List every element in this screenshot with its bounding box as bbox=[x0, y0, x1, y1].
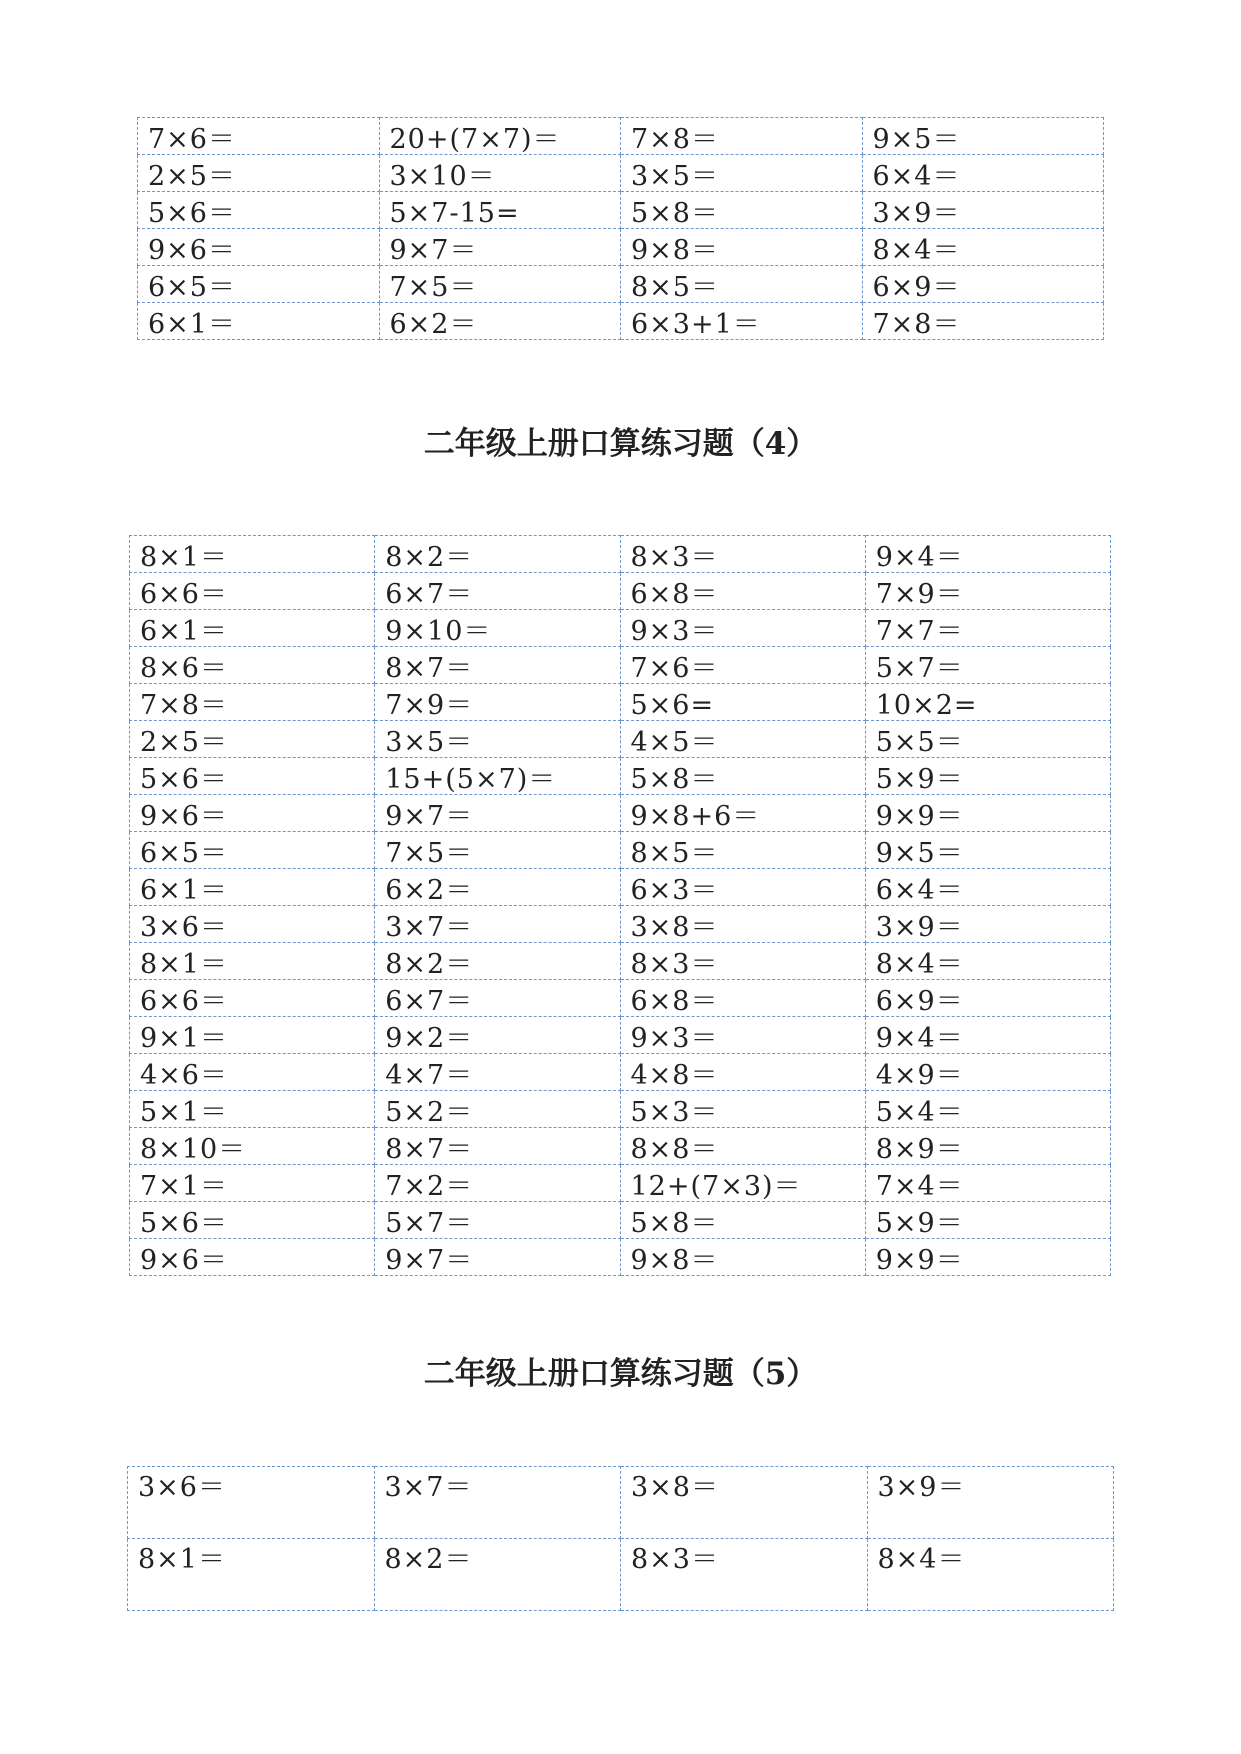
problem-cell: 8×5＝ bbox=[621, 266, 863, 303]
problem-cell: 8×7＝ bbox=[375, 647, 620, 684]
problem-cell: 6×8＝ bbox=[620, 980, 865, 1017]
problem-cell: 3×9＝ bbox=[867, 1467, 1114, 1539]
problem-cell: 2×5＝ bbox=[130, 721, 375, 758]
problem-cell: 9×7＝ bbox=[375, 1239, 620, 1276]
section-title-5: 二年级上册口算练习题（5） bbox=[423, 1356, 818, 1392]
table-row bbox=[130, 647, 1111, 684]
problem-cell: 8×3＝ bbox=[620, 943, 865, 980]
problem-cell: 9×1＝ bbox=[130, 1017, 375, 1054]
table-row bbox=[128, 1539, 1114, 1611]
problem-cell: 9×4＝ bbox=[865, 1017, 1110, 1054]
problem-cell: 9×2＝ bbox=[375, 1017, 620, 1054]
problem-cell: 9×9＝ bbox=[865, 1239, 1110, 1276]
problem-cell: 9×6＝ bbox=[138, 229, 380, 266]
table-row bbox=[130, 721, 1111, 758]
problem-cell: 8×7＝ bbox=[375, 1128, 620, 1165]
table-row bbox=[128, 1467, 1114, 1539]
table-row bbox=[130, 1165, 1111, 1202]
problem-cell: 6×7＝ bbox=[375, 573, 620, 610]
problem-cell: 8×6＝ bbox=[130, 647, 375, 684]
table-row bbox=[138, 266, 1104, 303]
problem-cell: 4×7＝ bbox=[375, 1054, 620, 1091]
problem-cell: 7×2＝ bbox=[375, 1165, 620, 1202]
problem-cell: 6×9＝ bbox=[865, 980, 1110, 1017]
problem-cell: 7×8＝ bbox=[130, 684, 375, 721]
problem-cell: 8×4＝ bbox=[862, 229, 1104, 266]
problem-cell: 8×2＝ bbox=[374, 1539, 621, 1611]
problem-cell: 20+(7×7)＝ bbox=[379, 118, 621, 155]
problem-cell: 6×4＝ bbox=[865, 869, 1110, 906]
problem-cell: 9×8＝ bbox=[621, 229, 863, 266]
problem-cell: 8×1＝ bbox=[130, 536, 375, 573]
problem-cell: 5×9＝ bbox=[865, 758, 1110, 795]
problem-cell: 4×8＝ bbox=[620, 1054, 865, 1091]
problem-cell: 3×8＝ bbox=[620, 906, 865, 943]
problem-cell: 9×3＝ bbox=[620, 610, 865, 647]
problem-cell: 6×3＝ bbox=[620, 869, 865, 906]
table-row bbox=[130, 610, 1111, 647]
problem-cell: 6×6＝ bbox=[130, 980, 375, 1017]
problem-cell: 7×6＝ bbox=[138, 118, 380, 155]
problem-cell: 6×6＝ bbox=[130, 573, 375, 610]
problem-cell: 4×5＝ bbox=[620, 721, 865, 758]
problem-cell: 5×9＝ bbox=[865, 1202, 1110, 1239]
problem-cell: 3×7＝ bbox=[374, 1467, 621, 1539]
problem-cell: 5×7-15= bbox=[379, 192, 621, 229]
problem-cell: 8×5＝ bbox=[620, 832, 865, 869]
problem-cell: 8×1＝ bbox=[130, 943, 375, 980]
table-row bbox=[130, 1128, 1111, 1165]
problem-cell: 5×8＝ bbox=[620, 1202, 865, 1239]
problem-cell: 6×5＝ bbox=[138, 266, 380, 303]
problem-cell: 8×2＝ bbox=[375, 536, 620, 573]
table-row bbox=[138, 229, 1104, 266]
problem-cell: 8×1＝ bbox=[128, 1539, 375, 1611]
problem-cell: 9×7＝ bbox=[379, 229, 621, 266]
problem-cell: 8×4＝ bbox=[867, 1539, 1114, 1611]
problem-cell: 3×9＝ bbox=[862, 192, 1104, 229]
problem-cell: 5×1＝ bbox=[130, 1091, 375, 1128]
problem-cell: 9×7＝ bbox=[375, 795, 620, 832]
problem-cell: 10×2= bbox=[865, 684, 1110, 721]
exercise-table-4 bbox=[129, 535, 1111, 1276]
problem-cell: 6×4＝ bbox=[862, 155, 1104, 192]
problem-cell: 7×6＝ bbox=[620, 647, 865, 684]
problem-cell: 9×5＝ bbox=[865, 832, 1110, 869]
problem-cell: 3×6＝ bbox=[130, 906, 375, 943]
problem-cell: 6×5＝ bbox=[130, 832, 375, 869]
problem-cell: 6×1＝ bbox=[138, 303, 380, 340]
problem-cell: 7×8＝ bbox=[621, 118, 863, 155]
problem-cell: 6×3+1＝ bbox=[621, 303, 863, 340]
problem-cell: 5×5＝ bbox=[865, 721, 1110, 758]
problem-cell: 6×2＝ bbox=[379, 303, 621, 340]
problem-cell: 3×7＝ bbox=[375, 906, 620, 943]
problem-cell: 6×7＝ bbox=[375, 980, 620, 1017]
table-row bbox=[130, 943, 1111, 980]
problem-cell: 5×3＝ bbox=[620, 1091, 865, 1128]
problem-cell: 9×10＝ bbox=[375, 610, 620, 647]
problem-cell: 9×8+6＝ bbox=[620, 795, 865, 832]
section-title-4: 二年级上册口算练习题（4） bbox=[423, 426, 818, 462]
problem-cell: 5×8＝ bbox=[620, 758, 865, 795]
table-row bbox=[130, 832, 1111, 869]
table-row bbox=[130, 1017, 1111, 1054]
problem-cell: 2×5＝ bbox=[138, 155, 380, 192]
table-row bbox=[130, 573, 1111, 610]
table-row bbox=[130, 869, 1111, 906]
table-row bbox=[130, 1054, 1111, 1091]
table-row bbox=[130, 536, 1111, 573]
table-row bbox=[138, 155, 1104, 192]
problem-cell: 15+(5×7)＝ bbox=[375, 758, 620, 795]
problem-cell: 8×10＝ bbox=[130, 1128, 375, 1165]
problem-cell: 4×6＝ bbox=[130, 1054, 375, 1091]
problem-cell: 5×6＝ bbox=[138, 192, 380, 229]
problem-cell: 5×4＝ bbox=[865, 1091, 1110, 1128]
problem-cell: 7×7＝ bbox=[865, 610, 1110, 647]
problem-cell: 7×1＝ bbox=[130, 1165, 375, 1202]
problem-cell: 7×9＝ bbox=[865, 573, 1110, 610]
problem-cell: 5×6＝ bbox=[130, 758, 375, 795]
problem-cell: 9×5＝ bbox=[862, 118, 1104, 155]
problem-cell: 7×8＝ bbox=[862, 303, 1104, 340]
problem-cell: 4×9＝ bbox=[865, 1054, 1110, 1091]
problem-cell: 3×9＝ bbox=[865, 906, 1110, 943]
exercise-table-3 bbox=[137, 117, 1104, 340]
problem-cell: 7×4＝ bbox=[865, 1165, 1110, 1202]
problem-cell: 6×1＝ bbox=[130, 869, 375, 906]
problem-cell: 5×6＝ bbox=[130, 1202, 375, 1239]
problem-cell: 9×3＝ bbox=[620, 1017, 865, 1054]
problem-cell: 6×1＝ bbox=[130, 610, 375, 647]
problem-cell: 8×9＝ bbox=[865, 1128, 1110, 1165]
problem-cell: 7×5＝ bbox=[375, 832, 620, 869]
problem-cell: 9×9＝ bbox=[865, 795, 1110, 832]
problem-cell: 3×8＝ bbox=[621, 1467, 868, 1539]
table-row bbox=[130, 1239, 1111, 1276]
table-row bbox=[138, 192, 1104, 229]
problem-cell: 8×8＝ bbox=[620, 1128, 865, 1165]
table-row bbox=[130, 758, 1111, 795]
problem-cell: 9×4＝ bbox=[865, 536, 1110, 573]
table-row bbox=[138, 118, 1104, 155]
problem-cell: 6×2＝ bbox=[375, 869, 620, 906]
problem-cell: 3×5＝ bbox=[621, 155, 863, 192]
problem-cell: 9×6＝ bbox=[130, 795, 375, 832]
table-row bbox=[130, 795, 1111, 832]
table-row bbox=[138, 303, 1104, 340]
table-row bbox=[130, 1091, 1111, 1128]
problem-cell: 5×2＝ bbox=[375, 1091, 620, 1128]
problem-cell: 9×8＝ bbox=[620, 1239, 865, 1276]
problem-cell: 7×9＝ bbox=[375, 684, 620, 721]
exercise-table-5 bbox=[127, 1466, 1114, 1611]
problem-cell: 12+(7×3)＝ bbox=[620, 1165, 865, 1202]
problem-cell: 6×9＝ bbox=[862, 266, 1104, 303]
table-row bbox=[130, 980, 1111, 1017]
table-row bbox=[130, 1202, 1111, 1239]
problem-cell: 3×10＝ bbox=[379, 155, 621, 192]
problem-cell: 5×8＝ bbox=[621, 192, 863, 229]
problem-cell: 8×2＝ bbox=[375, 943, 620, 980]
problem-cell: 3×6＝ bbox=[128, 1467, 375, 1539]
problem-cell: 7×5＝ bbox=[379, 266, 621, 303]
problem-cell: 9×6＝ bbox=[130, 1239, 375, 1276]
problem-cell: 5×7＝ bbox=[375, 1202, 620, 1239]
table-row bbox=[130, 906, 1111, 943]
problem-cell: 3×5＝ bbox=[375, 721, 620, 758]
table-row bbox=[130, 684, 1111, 721]
problem-cell: 6×8＝ bbox=[620, 573, 865, 610]
problem-cell: 8×4＝ bbox=[865, 943, 1110, 980]
problem-cell: 8×3＝ bbox=[621, 1539, 868, 1611]
problem-cell: 8×3＝ bbox=[620, 536, 865, 573]
problem-cell: 5×7＝ bbox=[865, 647, 1110, 684]
problem-cell: 5×6= bbox=[620, 684, 865, 721]
